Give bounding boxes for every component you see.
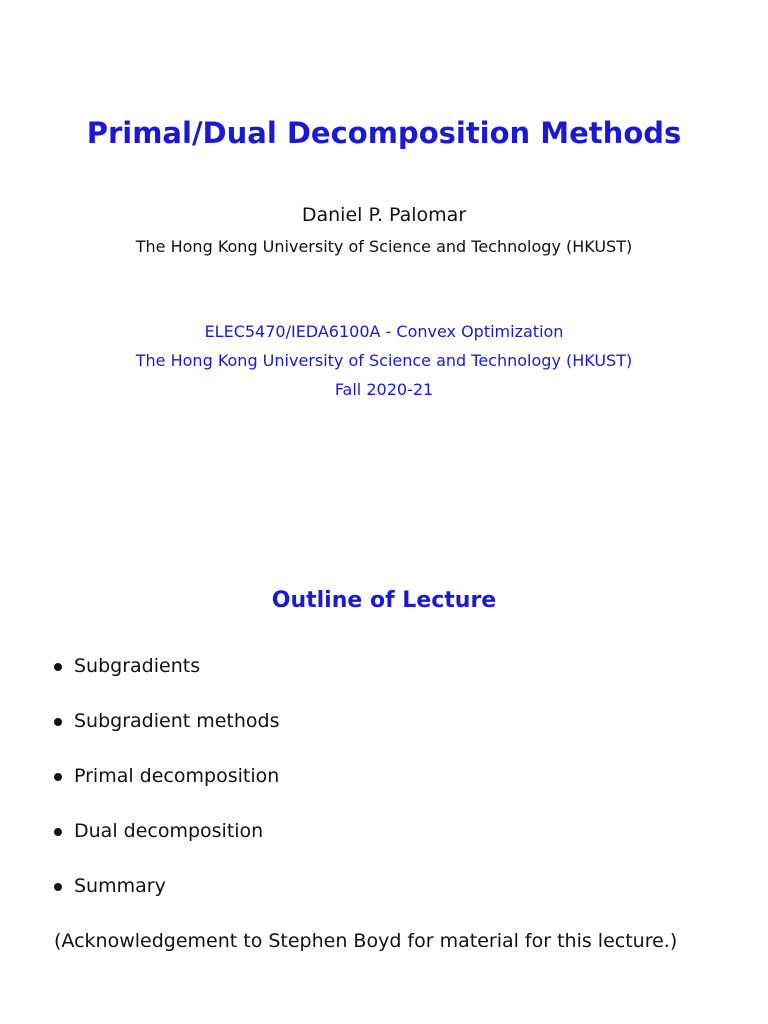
- list-item-label: Dual decomposition: [74, 820, 264, 842]
- bullet-icon: [54, 718, 62, 726]
- bullet-icon: [54, 663, 62, 671]
- list-item: [54, 707, 280, 762]
- outline-heading: Outline of Lecture: [271, 588, 497, 613]
- document-title: Primal/Dual Decomposition Methods: [86, 116, 682, 150]
- course-term: Fall 2020-21: [334, 380, 434, 399]
- list-item-label: Primal decomposition: [74, 765, 280, 787]
- course-info: [0, 321, 768, 408]
- acknowledgement: (Acknowledgement to Stephen Boyd for material for this lecture.): [54, 930, 678, 952]
- list-item-label: Subgradients: [74, 655, 201, 677]
- bullet-icon: [54, 883, 62, 891]
- author-name: Daniel P. Palomar: [301, 204, 467, 226]
- list-item: [54, 872, 280, 927]
- list-item: [54, 817, 280, 872]
- bullet-icon: [54, 773, 62, 781]
- course-code: ELEC5470/IEDA6100A - Convex Optimization: [204, 322, 564, 341]
- bullet-icon: [54, 828, 62, 836]
- list-item: [54, 652, 280, 707]
- list-item: [54, 762, 280, 817]
- outline-list: [54, 652, 280, 927]
- list-item-label: Summary: [74, 875, 166, 897]
- author-affiliation: The Hong Kong University of Science and Technology (HKUST): [135, 237, 633, 256]
- course-institution: The Hong Kong University of Science and Technology (HKUST): [135, 351, 633, 370]
- list-item-label: Subgradient methods: [74, 710, 280, 732]
